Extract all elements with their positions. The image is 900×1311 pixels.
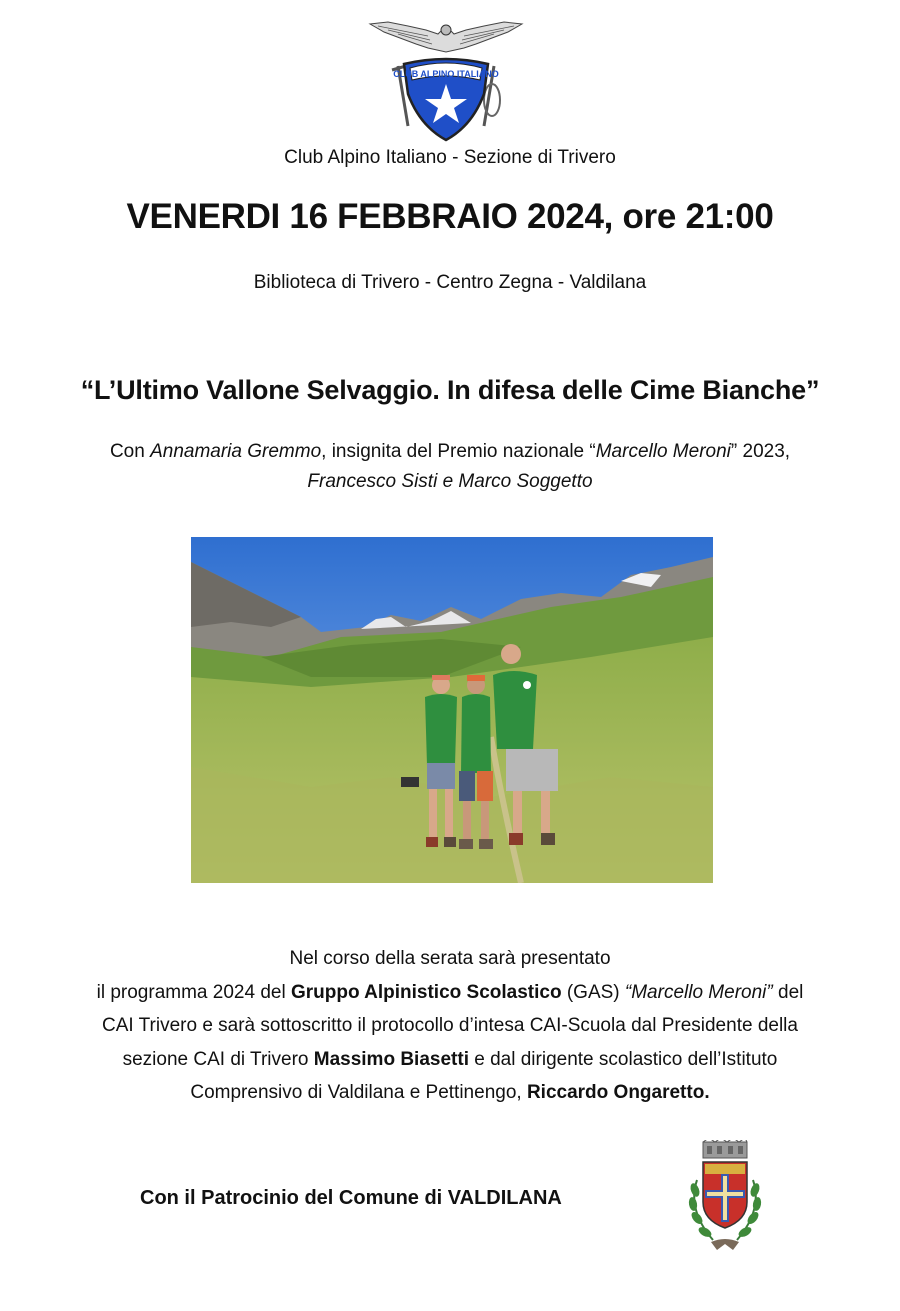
president-name: Massimo Biasetti [313, 1048, 469, 1070]
patronage-text: Con il Patrocinio del Comune di VALDILANA [140, 1187, 562, 1209]
event-description: Nel corso della serata sarà presentato il programma 2024 del Gruppo Alpinistico Scolastico (GAS) “Marcello Meroni” del CAI Trivero e sarà sottoscritto il protocollo d’intesa CAI-Scuola dal Presidente della sezione CAI di Trivero Massimo Biasetti e dal dirigente scolastico dell’Istituto Comprensivo di Valdilana e Pettinengo, Riccardo Ongaretto. [96, 948, 804, 1103]
speakers-text: Con Annamaria Gremmo, insignita del Premio nazionale “Marcello Meroni” 2023, Francesco Sisti e Marco Soggetto [109, 441, 791, 492]
speaker-name: Annamaria Gremmo [150, 441, 322, 462]
valdilana-coat-of-arms-icon [683, 1140, 767, 1255]
logo-text: CLUB ALPINO ITALIANO [393, 69, 499, 79]
other-speakers: Francesco Sisti e Marco Soggetto [307, 471, 593, 492]
event-venue: Biblioteca di Trivero - Centro Zegna - Valdilana [253, 272, 647, 293]
three-hikers-photo-icon [191, 537, 713, 883]
event-date: VENERDI 16 FEBBRAIO 2024, ore 21:00 [126, 197, 774, 236]
principal-name: Riccardo Ongaretto. [526, 1082, 710, 1103]
award-name: Marcello Meroni [595, 441, 731, 462]
hikers-photo [191, 537, 713, 883]
organization-name: Club Alpino Italiano - Sezione di Trivero [284, 147, 616, 168]
cai-logo-icon [368, 14, 524, 146]
event-title: “L’Ultimo Vallone Selvaggio. In difesa delle Cime Bianche” [80, 375, 820, 405]
